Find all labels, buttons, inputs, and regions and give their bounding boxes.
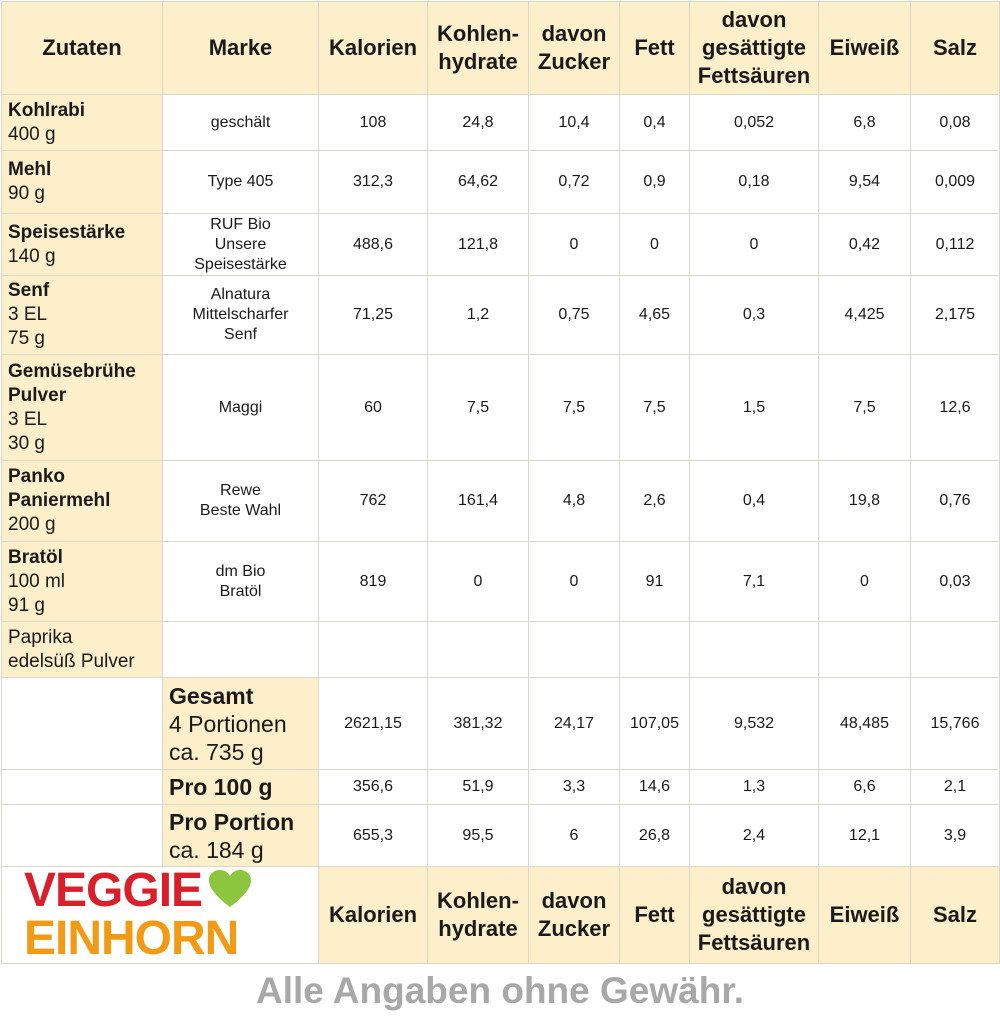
value-eiweiss: 0 [819, 542, 911, 622]
value-kalorien: 108 [319, 95, 428, 151]
value-salz: 0,03 [911, 542, 1000, 622]
empty-cell [911, 622, 1000, 678]
value-kalorien: 762 [319, 461, 428, 542]
value-kohlenhydrate: 0 [428, 542, 529, 622]
footer-header-gesaettigte-fettsaeuren: davon gesättigte Fettsäuren [690, 867, 819, 964]
header-kalorien: Kalorien [319, 2, 428, 95]
value-zucker: 0 [529, 214, 620, 276]
ingredient-row [2, 276, 1000, 355]
ingredient-cell [2, 461, 163, 542]
value-eiweiss: 19,8 [819, 461, 911, 542]
total-eiweiss: 6,6 [819, 770, 911, 805]
empty-cell [620, 622, 690, 678]
empty-cell [819, 622, 911, 678]
total-gesaettigte-fettsaeuren: 2,4 [690, 805, 819, 867]
header-row [2, 2, 1000, 95]
value-kohlenhydrate: 64,62 [428, 151, 529, 214]
value-gesaettigte-fettsaeuren: 7,1 [690, 542, 819, 622]
total-title: Pro 100 g [169, 774, 273, 800]
footer-header-salz: Salz [911, 867, 1000, 964]
footer-header-row [2, 867, 1000, 964]
value-salz: 12,6 [911, 355, 1000, 461]
ingredient-amount: 3 EL 75 g [8, 304, 48, 349]
total-kohlenhydrate: 95,5 [428, 805, 529, 867]
value-gesaettigte-fettsaeuren: 1,5 [690, 355, 819, 461]
ingredient-cell [2, 151, 163, 214]
total-row [2, 770, 1000, 805]
brand-cell: dm Bio Bratöl [163, 542, 319, 622]
blank-cell [2, 678, 163, 770]
value-salz: 2,175 [911, 276, 1000, 355]
ingredient-row [2, 214, 1000, 276]
value-zucker: 0,72 [529, 151, 620, 214]
total-eiweiss: 12,1 [819, 805, 911, 867]
value-kalorien: 488,6 [319, 214, 428, 276]
logo-text-veggie: VEGGIE [24, 866, 203, 917]
logo [2, 867, 319, 964]
total-label [163, 678, 319, 770]
total-salz: 2,1 [911, 770, 1000, 805]
header-fett: Fett [620, 2, 690, 95]
total-fett: 14,6 [620, 770, 690, 805]
ingredient-name: Bratöl [8, 546, 63, 568]
ingredient-name: Mehl [8, 159, 52, 180]
ingredient-row [2, 95, 1000, 151]
brand-cell: geschält [163, 95, 319, 151]
value-salz: 0,76 [911, 461, 1000, 542]
blank-cell [2, 805, 163, 867]
value-fett: 0,4 [620, 95, 690, 151]
value-eiweiss: 4,425 [819, 276, 911, 355]
total-label [163, 770, 319, 805]
ingredient-cell [2, 542, 163, 622]
value-zucker: 0 [529, 542, 620, 622]
value-fett: 91 [620, 542, 690, 622]
header-kohlenhydrate: Kohlen- hydrate [428, 2, 529, 95]
value-salz: 0,112 [911, 214, 1000, 276]
total-kalorien: 356,6 [319, 770, 428, 805]
value-kohlenhydrate: 24,8 [428, 95, 529, 151]
value-kalorien: 60 [319, 355, 428, 461]
ingredient-row [2, 461, 1000, 542]
value-fett: 4,65 [620, 276, 690, 355]
ingredient-amount: 3 EL 30 g [8, 408, 48, 454]
footer-header-zucker: davon Zucker [529, 867, 620, 964]
ingredient-amount: 140 g [8, 245, 56, 267]
value-zucker: 10,4 [529, 95, 620, 151]
total-fett: 26,8 [620, 805, 690, 867]
total-title: Pro Portion [169, 808, 295, 835]
ingredient-row-paprika [2, 622, 1000, 678]
value-gesaettigte-fettsaeuren: 0,4 [690, 461, 819, 542]
total-eiweiss: 48,485 [819, 678, 911, 770]
blank-cell [2, 770, 163, 805]
logo-text-einhorn: EINHORN [24, 912, 239, 964]
value-zucker: 0,75 [529, 276, 620, 355]
value-gesaettigte-fettsaeuren: 0 [690, 214, 819, 276]
total-fett: 107,05 [620, 678, 690, 770]
total-gesaettigte-fettsaeuren: 9,532 [690, 678, 819, 770]
ingredient-amount: 400 g [8, 123, 56, 145]
value-salz: 0,08 [911, 95, 1000, 151]
total-kalorien: 655,3 [319, 805, 428, 867]
value-kohlenhydrate: 1,2 [428, 276, 529, 355]
ingredient-amount: 100 ml 91 g [8, 570, 66, 616]
empty-cell [319, 622, 428, 678]
value-kohlenhydrate: 161,4 [428, 461, 529, 542]
total-zucker: 24,17 [529, 678, 620, 770]
brand-cell: Rewe Beste Wahl [163, 461, 319, 542]
logo-top-line [24, 867, 318, 915]
ingredient-amount: 200 g [8, 514, 56, 535]
total-subtitle: ca. 184 g [169, 836, 264, 863]
total-zucker: 3,3 [529, 770, 620, 805]
value-gesaettigte-fettsaeuren: 0,052 [690, 95, 819, 151]
value-kohlenhydrate: 121,8 [428, 214, 529, 276]
ingredient-cell [2, 276, 163, 355]
ingredient-name: Panko Paniermehl [8, 466, 111, 511]
ingredient-row [2, 542, 1000, 622]
ingredient-name: Gemüsebrühe Pulver [8, 360, 136, 406]
value-zucker: 7,5 [529, 355, 620, 461]
ingredient-name: Kohlrabi [8, 99, 86, 121]
value-fett: 0,9 [620, 151, 690, 214]
total-salz: 3,9 [911, 805, 1000, 867]
value-salz: 0,009 [911, 151, 1000, 214]
ingredient-row [2, 151, 1000, 214]
empty-cell [690, 622, 819, 678]
total-kohlenhydrate: 51,9 [428, 770, 529, 805]
header-salz: Salz [911, 2, 1000, 95]
value-eiweiss: 9,54 [819, 151, 911, 214]
footer-header-kohlenhydrate: Kohlen- hydrate [428, 867, 529, 964]
ingredient-cell [2, 95, 163, 151]
ingredient-amount: 90 g [8, 183, 45, 204]
value-eiweiss: 0,42 [819, 214, 911, 276]
nutrition-table [1, 1, 1000, 964]
header-eiweiss: Eiweiß [819, 2, 911, 95]
brand-cell: RUF Bio Unsere Speisestärke [163, 214, 319, 276]
value-kohlenhydrate: 7,5 [428, 355, 529, 461]
total-gesaettigte-fettsaeuren: 1,3 [690, 770, 819, 805]
footer-header-fett: Fett [620, 867, 690, 964]
empty-cell [163, 622, 319, 678]
total-row [2, 805, 1000, 867]
ingredient-cell [2, 622, 163, 678]
total-zucker: 6 [529, 805, 620, 867]
value-gesaettigte-fettsaeuren: 0,3 [690, 276, 819, 355]
footer-header-kalorien: Kalorien [319, 867, 428, 964]
empty-cell [529, 622, 620, 678]
value-kalorien: 71,25 [319, 276, 428, 355]
brand-cell: Alnatura Mittelscharfer Senf [163, 276, 319, 355]
ingredient-name: Paprika edelsüß Pulver [8, 626, 135, 672]
value-fett: 2,6 [620, 461, 690, 542]
footer-header-eiweiss: Eiweiß [819, 867, 911, 964]
total-title: Gesamt [169, 682, 254, 709]
ingredient-name: Senf [8, 280, 50, 301]
header-gesaettigte-fettsaeuren: davon gesättigte Fettsäuren [690, 2, 819, 95]
total-subtitle: 4 Portionen ca. 735 g [169, 710, 287, 765]
header-marke: Marke [163, 2, 319, 95]
disclaimer-text: Alle Angaben ohne Gewähr. [256, 970, 744, 1011]
heart-icon [208, 869, 252, 909]
value-fett: 0 [620, 214, 690, 276]
value-eiweiss: 7,5 [819, 355, 911, 461]
total-row [2, 678, 1000, 770]
value-kalorien: 819 [319, 542, 428, 622]
value-eiweiss: 6,8 [819, 95, 911, 151]
value-zucker: 4,8 [529, 461, 620, 542]
ingredient-row [2, 355, 1000, 461]
ingredient-name: Speisestärke [8, 221, 126, 243]
brand-cell: Type 405 [163, 151, 319, 214]
total-kohlenhydrate: 381,32 [428, 678, 529, 770]
brand-cell: Maggi [163, 355, 319, 461]
value-fett: 7,5 [620, 355, 690, 461]
ingredient-cell [2, 214, 163, 276]
header-zucker: davon Zucker [529, 2, 620, 95]
value-kalorien: 312,3 [319, 151, 428, 214]
total-kalorien: 2621,15 [319, 678, 428, 770]
total-salz: 15,766 [911, 678, 1000, 770]
header-zutaten: Zutaten [2, 2, 163, 95]
ingredient-cell [2, 355, 163, 461]
value-gesaettigte-fettsaeuren: 0,18 [690, 151, 819, 214]
total-label [163, 805, 319, 867]
empty-cell [428, 622, 529, 678]
